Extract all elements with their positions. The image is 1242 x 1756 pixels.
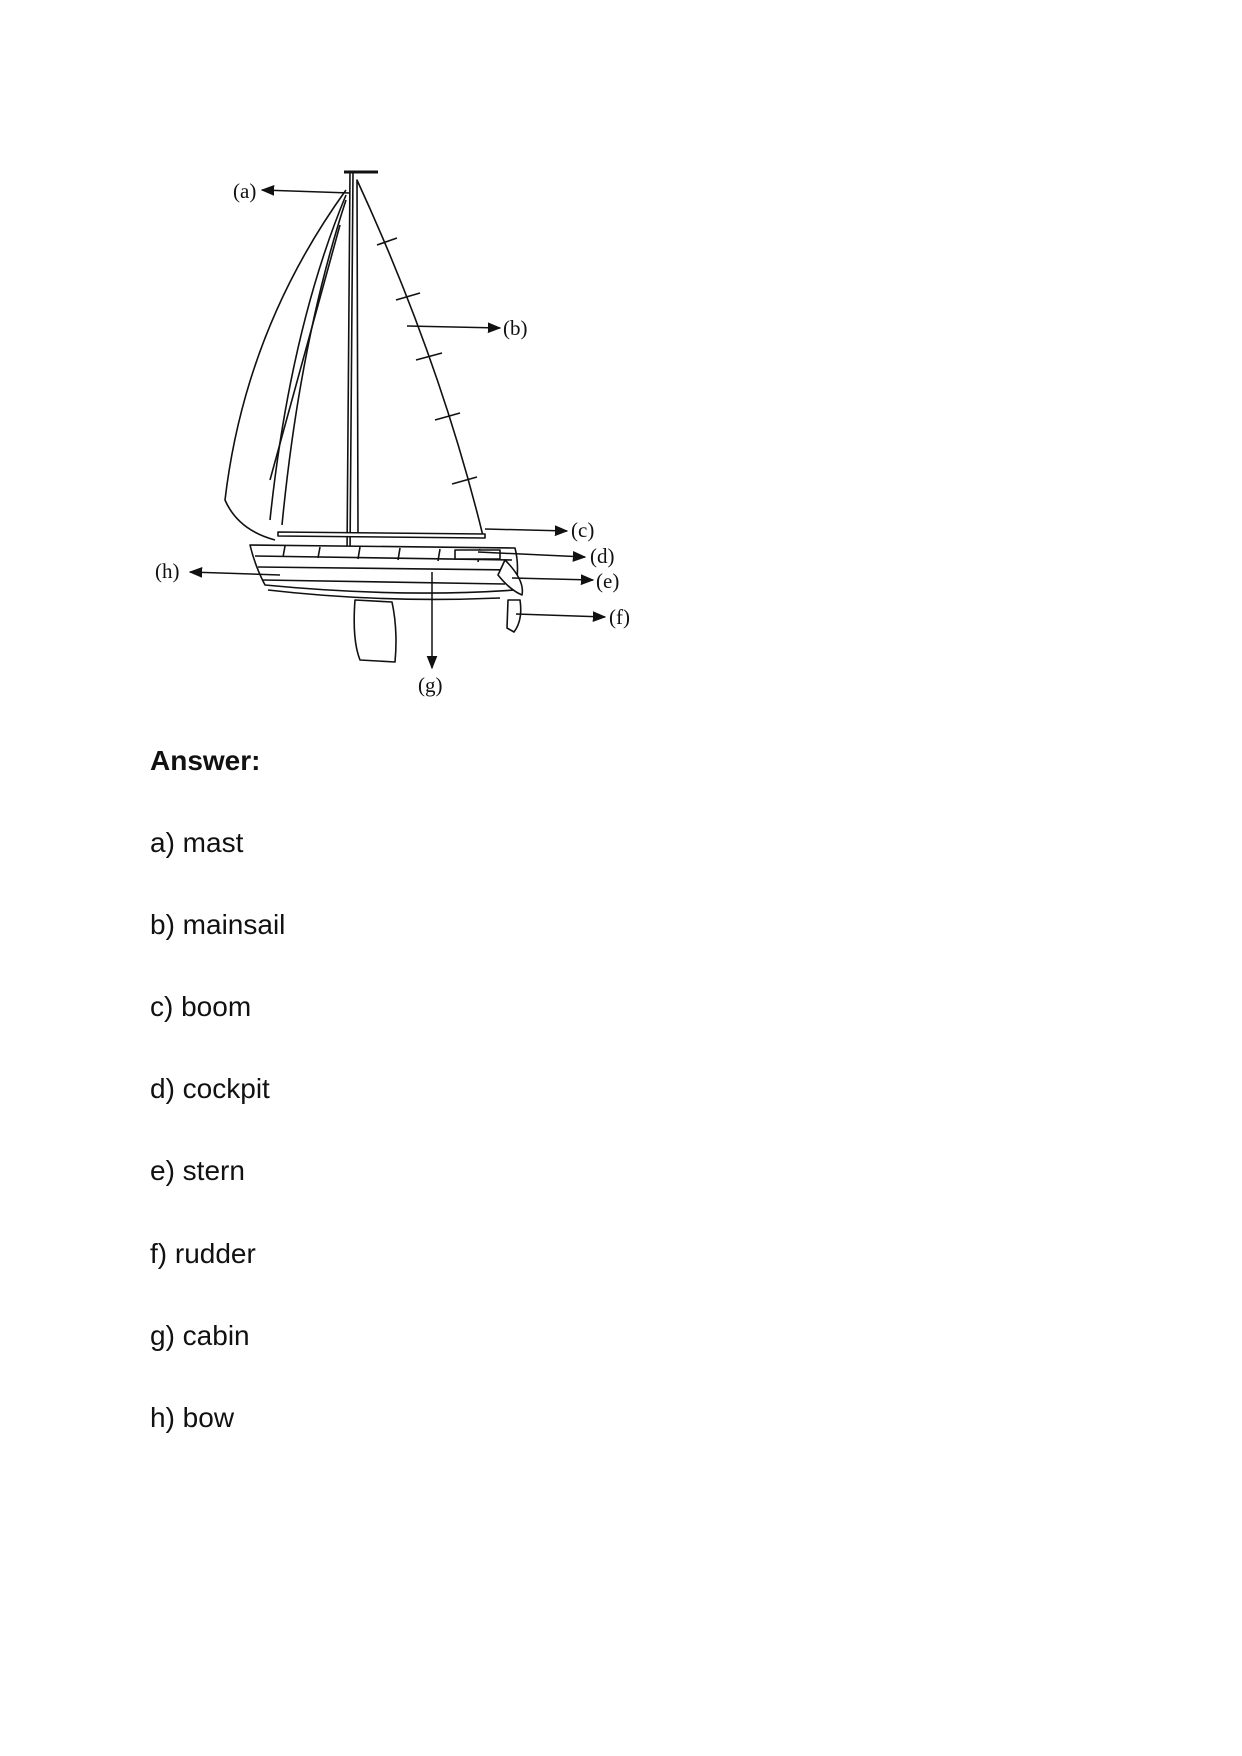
callout-label-g: (g) [418,673,443,697]
callout-label-f: (f) [609,605,630,629]
callout-label-c: (c) [571,518,595,542]
answer-item-e: e) stern [150,1155,245,1186]
boom-shape [278,532,485,538]
callout-label-b: (b) [503,316,528,340]
mast-shape [347,172,353,555]
sailboat-drawing [225,172,522,662]
callout-arrow-b [407,326,500,328]
answer-item-h: h) bow [150,1402,235,1433]
answer-item-c: c) boom [150,991,252,1022]
callout-arrow-a [262,190,350,193]
callout-arrow-e [512,578,593,580]
callout-label-e: (e) [596,569,620,593]
answer-item-g: g) cabin [150,1320,250,1351]
callout-arrow-c [485,529,567,531]
answer-item-a: a) mast [150,827,244,858]
answer-item-d: d) cockpit [150,1073,270,1104]
sailboat-diagram [150,160,650,710]
callout-label-d: (d) [590,544,615,568]
callout-label-h: (h) [155,559,180,583]
answer-item-b: b) mainsail [150,909,286,940]
answer-item-f: f) rudder [150,1238,256,1269]
keel-shape [354,600,396,662]
mainsail-shape [357,180,483,536]
callout-arrow-f [516,614,605,617]
callout-label-a: (a) [233,179,257,203]
rudder-shape [507,600,521,632]
answer-heading: Answer: [150,745,261,776]
